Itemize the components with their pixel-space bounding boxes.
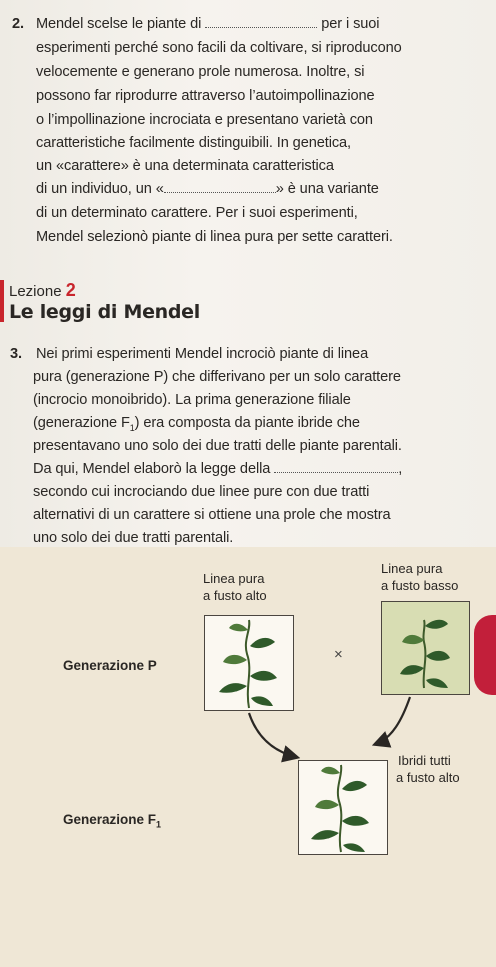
exercise-3-line-3: (incrocio monoibrido). La prima generazione filiale bbox=[33, 392, 351, 408]
exercise-2-line-2: esperimenti perché sono facili da coltivare, si riproducono bbox=[36, 40, 402, 56]
exercise-2-line-1: 2. Mendel scelse le piante di per i suoi bbox=[12, 16, 380, 32]
exercise-2-line-9: di un determinato carattere. Per i suoi esperimenti, bbox=[36, 205, 358, 221]
generation-p-label: Generazione P bbox=[63, 658, 157, 673]
exercise-3-line-5: presentavano uno solo dei due tratti delle piante parentali. bbox=[33, 438, 402, 454]
hybrids-label-2: a fusto alto bbox=[396, 770, 460, 785]
tall-line-label-1: Linea pura bbox=[203, 571, 265, 586]
exercise-3-line-2: pura (generazione P) che differivano per un solo carattere bbox=[33, 369, 401, 385]
exercise-2-line-5: o l’impollinazione incrociata e presentano varietà con bbox=[36, 112, 373, 128]
generation-f1-label: Generazione $F_1$ bbox=[63, 812, 162, 830]
lesson-title: Le leggi di Mendel bbox=[9, 301, 200, 323]
exercise-3-line-1: 3. Nei primi esperimenti Mendel incrociò piante di linea bbox=[10, 346, 369, 362]
tall-line-label-2: a fusto alto bbox=[203, 588, 267, 603]
exercise-2-line-8: di un individuo, un « » è una variante bbox=[36, 181, 379, 197]
exercise-3-line-8: alternativi di un carattere si ottiene una prole che mostra bbox=[33, 507, 391, 523]
exercise-3-line-9: uno solo dei due tratti parentali. bbox=[33, 530, 234, 546]
cross-symbol: × bbox=[334, 646, 343, 663]
exercise-3-number: 3. bbox=[10, 346, 22, 362]
exercise-2-line-3: velocemente e generano prole numerosa. Inoltre, si bbox=[36, 64, 365, 80]
short-line-label-2: a fusto basso bbox=[381, 578, 459, 593]
page-edge-tab bbox=[474, 615, 496, 695]
lesson-label: Lezione 2 bbox=[9, 280, 76, 300]
exercise-2-number: 2. bbox=[12, 16, 24, 32]
exercise-3-line-4: (generazione $F_1$) era composta da piante ibride che bbox=[33, 415, 360, 433]
exercise-3-line-7: secondo cui incrociando due linee pure con due tratti bbox=[33, 484, 370, 500]
lesson-number: 2 bbox=[65, 280, 76, 300]
exercise-2-line-10: Mendel selezionò piante di linea pura per sette caratteri. bbox=[36, 229, 393, 245]
arrow-from-tall bbox=[249, 713, 296, 757]
exercise-2-line-6: caratteristiche facilmente distinguibili. In genetica, bbox=[36, 135, 352, 151]
exercise-2-line-4: possono far riprodurre attraverso l’autoimpollinazione bbox=[36, 88, 375, 104]
hybrids-label-1: Ibridi tutti bbox=[398, 753, 451, 768]
short-line-label-1: Linea pura bbox=[381, 561, 443, 576]
exercise-3-line-6: Da qui, Mendel elaborò la legge della , bbox=[33, 461, 403, 477]
arrow-from-short bbox=[376, 697, 410, 744]
exercise-2-line-7: un «carattere» è una determinata caratteristica bbox=[36, 158, 334, 174]
